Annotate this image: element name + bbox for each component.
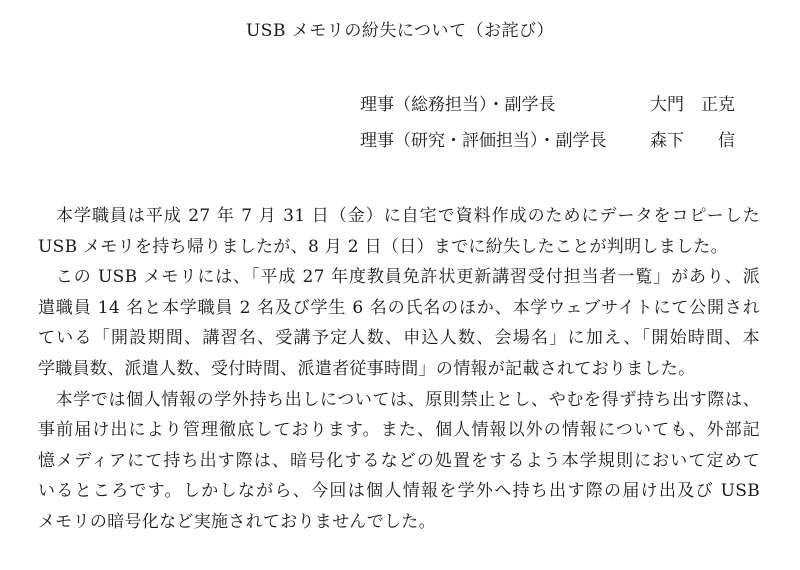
document-title: USB メモリの紛失について（お詫び） bbox=[245, 21, 555, 41]
body-line: 本学では個人情報の学外持ち出しについては、原則禁止とし、やむを得ず持ち出す際は、 bbox=[38, 389, 760, 410]
signer-name: 大門 正克 bbox=[650, 95, 735, 115]
signer-role: 理事（研究・評価担当）・副学長 bbox=[360, 131, 607, 151]
signer-role: 理事（総務担当）・副学長 bbox=[360, 95, 556, 115]
body-line: 本学職員は平成 27 年 7 月 31 日（金）に自宅で資料作成のためにデータをコピーした bbox=[38, 206, 760, 226]
paragraph-contents bbox=[38, 262, 760, 384]
body-line: 学職員数、派遣人数、受付時間、派遣者従事時間」の情報が記載されておりました。 bbox=[38, 358, 696, 379]
body-line: いるところです。しかしながら、今回は個人情報を学外へ持ち出す際の届け出及び USB bbox=[38, 481, 760, 502]
body-line: USB メモリを持ち帰りましたが、8 月 2 日（日）までに紛失したことが判明しました。 bbox=[38, 236, 728, 257]
body-line: この USB メモリには、「平成 27 年度教員免許状更新講習受付担当者一覧」があり、派 bbox=[38, 267, 760, 288]
body-line: 事前届け出により管理徹底しております。また、個人情報以外の情報についても、外部記 bbox=[38, 420, 760, 441]
body-line: ている「開設期間、講習名、受講予定人数、申込人数、会場名」に加え、「開始時間、本 bbox=[38, 328, 760, 349]
paragraph-incident bbox=[38, 201, 760, 262]
paragraph-policy bbox=[38, 385, 760, 538]
signer-name: 森下 信 bbox=[650, 131, 735, 151]
body-line: 憶メディアにて持ち出す際は、暗号化するなどの処置をするよう本学規則において定めて bbox=[38, 450, 760, 471]
document-body bbox=[38, 201, 760, 538]
body-line: メモリの暗号化など実施されておりませんでした。 bbox=[38, 511, 436, 532]
body-line: 遣職員 14 名と本学職員 2 名及び学生 6 名の氏名のほか、本学ウェブサイトにて公開され bbox=[38, 297, 760, 318]
